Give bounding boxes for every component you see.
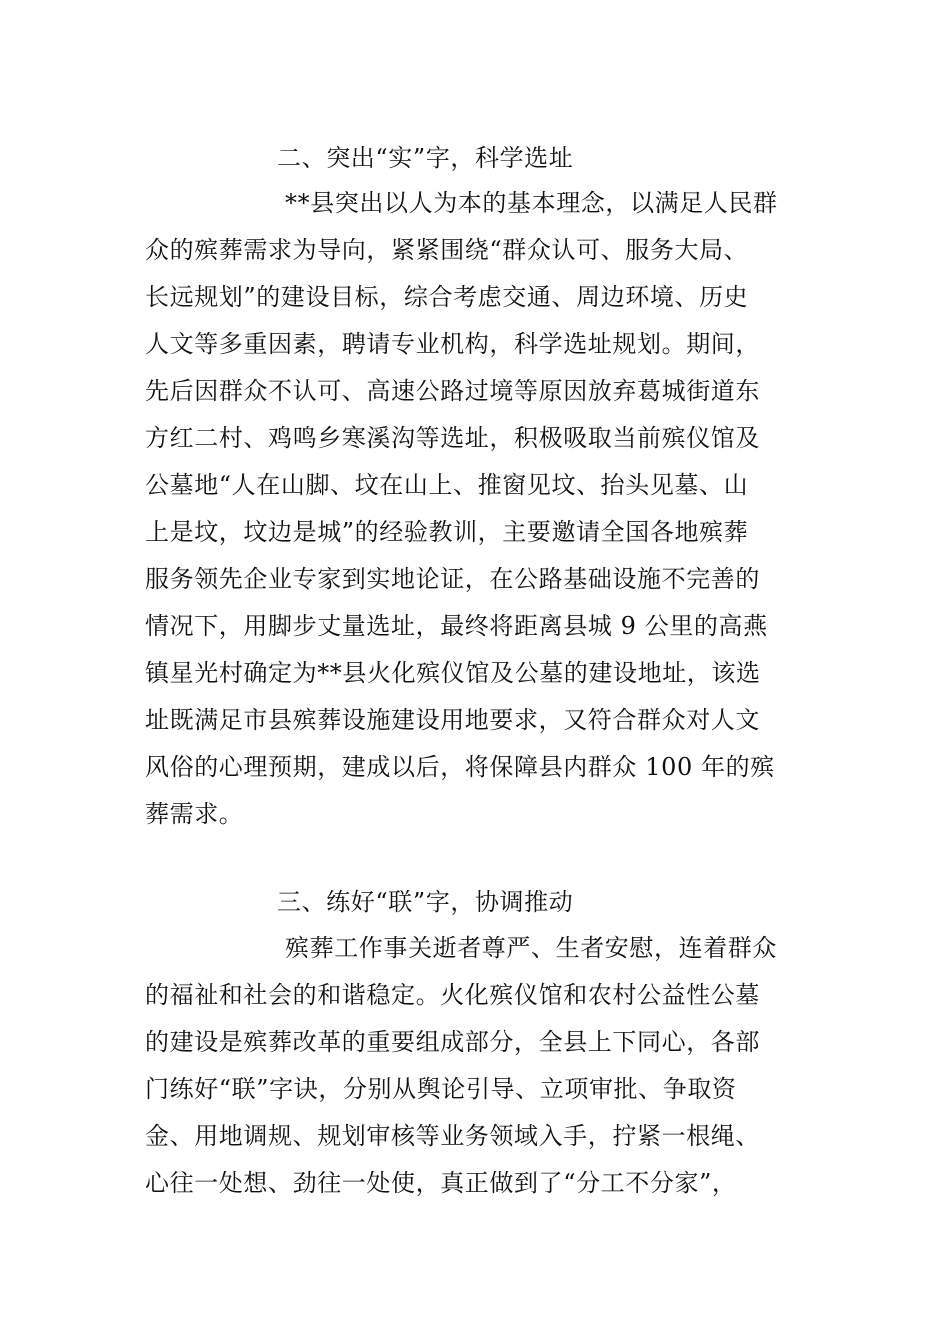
paragraph-line: 葬需求。 bbox=[145, 800, 244, 828]
paragraph-line: 情况下，用脚步丈量选址，最终将距离县城 9 公里的高燕 bbox=[145, 612, 768, 640]
section-heading-2: 二、突出“实”字，科学选址 bbox=[277, 144, 574, 172]
paragraph-line: 殡葬工作事关逝者尊严、生者安慰，连着群众 bbox=[285, 934, 777, 962]
paragraph-line: 金、用地调规、规划审核等业务领域入手，拧紧一根绳、 bbox=[145, 1122, 760, 1150]
paragraph-line: 服务领先企业专家到实地论证，在公路基础设施不完善的 bbox=[145, 565, 760, 593]
paragraph-line: 先后因群众不认可、高速公路过境等原因放弃葛城街道东 bbox=[145, 377, 760, 405]
paragraph-line: 镇星光村确定为**县火化殡仪馆及公墓的建设地址，该选 bbox=[145, 659, 761, 687]
paragraph-line: 心往一处想、劲往一处使，真正做到了“分工不分家”， bbox=[145, 1169, 737, 1197]
paragraph-line: 众的殡葬需求为导向，紧紧围绕“群众认可、服务大局、 bbox=[145, 236, 749, 264]
paragraph-line: 风俗的心理预期，建成以后，将保障县内群众 100 年的殡 bbox=[145, 753, 775, 781]
section-heading-3: 三、练好“联”字，协调推动 bbox=[277, 888, 574, 916]
paragraph-line: **县突出以人为本的基本理念，以满足人民群 bbox=[285, 189, 778, 217]
paragraph-line: 长远规划”的建设目标，综合考虑交通、周边环境、历史 bbox=[145, 283, 749, 311]
paragraph-line: 方红二村、鸡鸣乡寒溪沟等选址，积极吸取当前殡仪馆及 bbox=[145, 424, 760, 452]
paragraph-line: 的建设是殡葬改革的重要组成部分，全县上下同心，各部 bbox=[145, 1028, 760, 1056]
paragraph-line: 人文等多重因素，聘请专业机构，科学选址规划。期间， bbox=[145, 330, 760, 358]
paragraph-line: 公墓地“人在山脚、坟在山上、推窗见坟、抬头见墓、山 bbox=[145, 471, 749, 499]
paragraph-line: 的福祉和社会的和谐稳定。火化殡仪馆和农村公益性公墓 bbox=[145, 981, 760, 1009]
paragraph-line: 上是坟，坟边是城”的经验教训，主要邀请全国各地殡葬 bbox=[145, 518, 749, 546]
paragraph-line: 址既满足市县殡葬设施建设用地要求，又符合群众对人文 bbox=[145, 706, 760, 734]
paragraph-line: 门练好“联”字诀，分别从舆论引导、立项审批、争取资 bbox=[145, 1075, 737, 1103]
